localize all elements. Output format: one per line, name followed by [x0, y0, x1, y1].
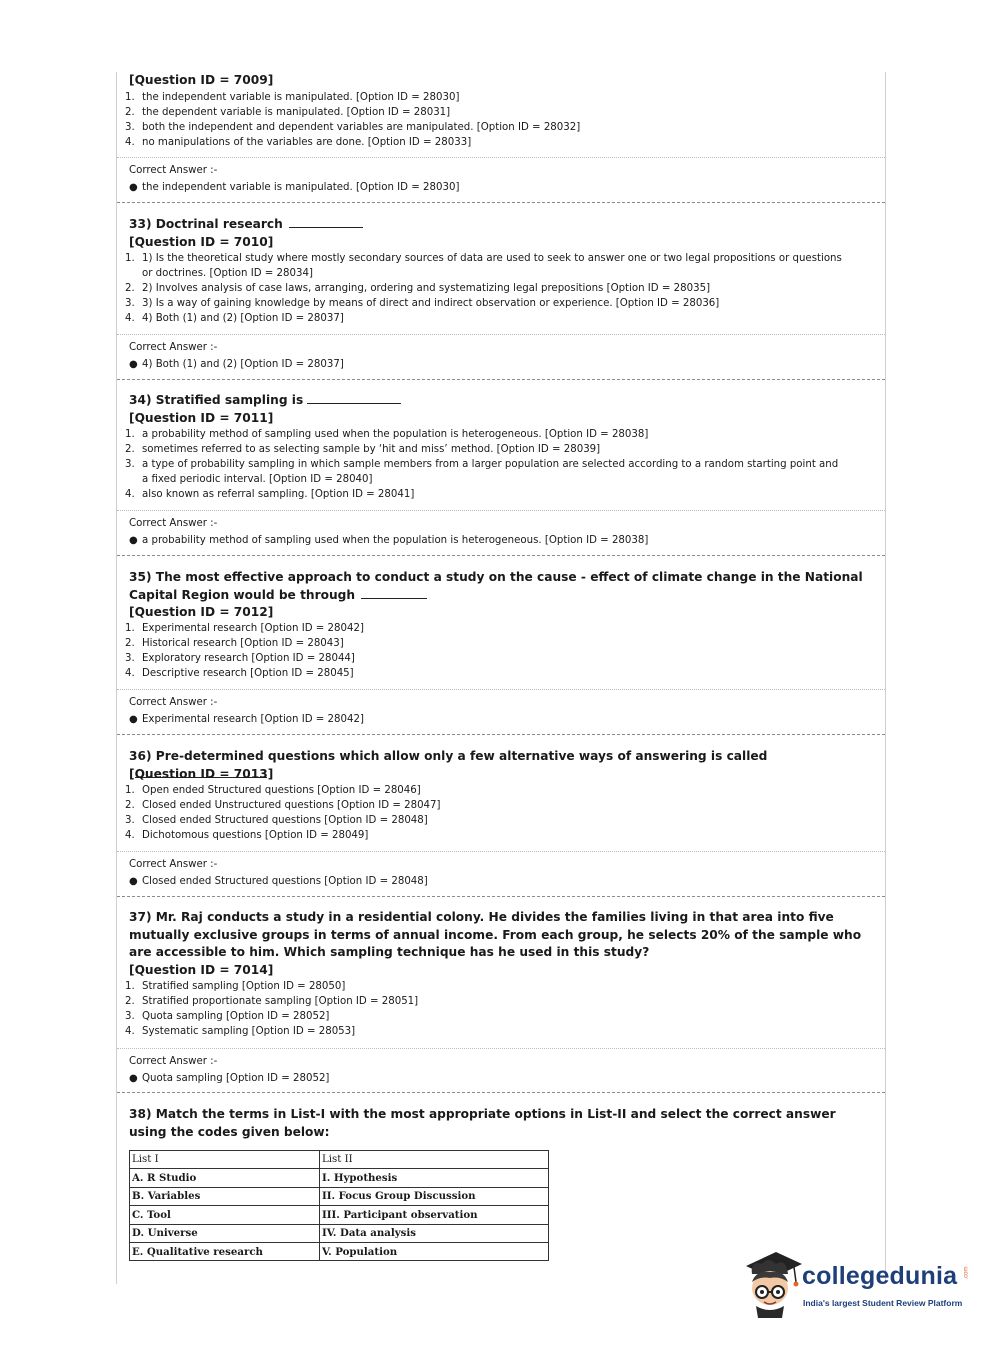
match-table — [129, 1150, 549, 1261]
table-row — [130, 1169, 549, 1187]
option-list — [125, 621, 845, 681]
divider — [117, 334, 885, 335]
table-header-row — [130, 1151, 549, 1169]
correct-answer-label: Correct Answer :- — [129, 165, 218, 176]
option-item: 2. Closed ended Unstructured questions [Option ID = 28047] — [125, 800, 441, 811]
bullet-icon: ● — [129, 535, 138, 546]
option-item: 1. the independent variable is manipulated. [Option ID = 28030] — [125, 92, 460, 103]
question-separator — [117, 1092, 885, 1093]
question-separator — [117, 202, 885, 203]
option-item: 4. no manipulations of the variables are done. [Option ID = 28033] — [125, 137, 472, 148]
option-list — [125, 783, 845, 843]
correct-answer: ● Quota sampling [Option ID = 28052] — [129, 1073, 330, 1084]
bullet-icon: ● — [129, 182, 138, 193]
table-cell: II. Focus Group Discussion — [320, 1187, 549, 1205]
question-paper-frame — [116, 72, 886, 1284]
option-item: 4. 4) Both (1) and (2) [Option ID = 28037] — [125, 313, 344, 324]
option-item: 1. a probability method of sampling used when the population is heterogeneous. [Option ID = 28038] — [125, 429, 649, 440]
correct-answer-label: Correct Answer :- — [129, 859, 218, 870]
divider — [117, 510, 885, 511]
table-header-cell: List I — [130, 1151, 320, 1169]
question-text: 36) Pre-determined questions which allow only a few alternative ways of answering is called — [129, 748, 869, 783]
question-text: 33) Doctrinal research — [129, 216, 869, 234]
option-item: 2. sometimes referred to as selecting sample by ‘hit and miss’ method. [Option ID = 28039] — [125, 444, 601, 455]
bullet-icon: ● — [129, 876, 138, 887]
correct-answer: ● Closed ended Structured questions [Option ID = 28048] — [129, 876, 428, 887]
option-item: 1. 1) Is the theoretical study where mostly secondary sources of data are used to seek to answer one or two legal propositions or questions or doctrines. [Option ID = 28034] — [125, 253, 842, 279]
option-item: 2. Historical research [Option ID = 28043] — [125, 638, 344, 649]
table-cell: D. Universe — [130, 1224, 320, 1242]
correct-answer: ● the independent variable is manipulated. [Option ID = 28030] — [129, 182, 460, 193]
question-id: [Question ID = 7014] — [129, 963, 274, 977]
logo-domain: .com — [963, 1266, 970, 1280]
question-id: [Question ID = 7009] — [129, 73, 274, 87]
correct-answer-label: Correct Answer :- — [129, 342, 218, 353]
question-text: 38) Match the terms in List-I with the most appropriate options in List-II and select the correct answer using the codes given below: — [129, 1107, 836, 1139]
option-item: 2. Stratified proportionate sampling [Option ID = 28051] — [125, 996, 419, 1007]
table-cell: E. Qualitative research — [130, 1242, 320, 1260]
collegedunia-logo[interactable] — [742, 1248, 972, 1320]
option-item: 1. Stratified sampling [Option ID = 28050] — [125, 981, 346, 992]
question-separator — [117, 379, 885, 380]
option-item: 3. Exploratory research [Option ID = 28044] — [125, 653, 355, 664]
table-header-cell: List II — [320, 1151, 549, 1169]
table-row — [130, 1242, 549, 1260]
table-cell: B. Variables — [130, 1187, 320, 1205]
option-list — [125, 427, 845, 502]
option-item: 3. a type of probability sampling in which sample members from a larger population are selected according to a random starting point and a fixed periodic interval. [Option ID = 28040] — [125, 459, 839, 485]
option-item: 4. Dichotomous questions [Option ID = 28049] — [125, 830, 369, 841]
option-list — [125, 90, 845, 150]
correct-answer: ● a probability method of sampling used when the population is heterogeneous. [Option ID = 28038] — [129, 535, 649, 546]
option-list — [125, 979, 845, 1039]
option-item: 3. Quota sampling [Option ID = 28052] — [125, 1011, 330, 1022]
logo-tagline: India's largest Student Review Platform — [803, 1298, 963, 1308]
question-id: [Question ID = 7011] — [129, 411, 274, 425]
option-item: 4. also known as referral sampling. [Option ID = 28041] — [125, 489, 415, 500]
option-item: 2. 2) Involves analysis of case laws, arranging, ordering and systematizing legal prepositions [Option ID = 28035] — [125, 283, 711, 294]
question-id: [Question ID = 7010] — [129, 235, 274, 249]
correct-answer: ● Experimental research [Option ID = 28042] — [129, 714, 364, 725]
answer-blank — [289, 217, 363, 228]
table-cell: III. Participant observation — [320, 1206, 549, 1224]
option-item: 1. Experimental research [Option ID = 28042] — [125, 623, 364, 634]
question-separator — [117, 896, 885, 897]
option-item: 3. Closed ended Structured questions [Option ID = 28048] — [125, 815, 428, 826]
option-item: 3. 3) Is a way of gaining knowledge by means of direct and indirect observation or experience. [Option ID = 28036] — [125, 298, 720, 309]
option-item: 4. Descriptive research [Option ID = 28045] — [125, 668, 354, 679]
correct-answer-label: Correct Answer :- — [129, 1056, 218, 1067]
correct-answer-label: Correct Answer :- — [129, 518, 218, 529]
mascot-icon — [742, 1248, 804, 1320]
table-row — [130, 1187, 549, 1205]
option-list — [125, 251, 845, 326]
bullet-icon: ● — [129, 359, 138, 370]
divider — [117, 1048, 885, 1049]
table-cell: C. Tool — [130, 1206, 320, 1224]
question-id: [Question ID = 7012] — [129, 605, 274, 619]
correct-answer-label: Correct Answer :- — [129, 697, 218, 708]
correct-answer: ● 4) Both (1) and (2) [Option ID = 28037] — [129, 359, 344, 370]
table-row — [130, 1206, 549, 1224]
bullet-icon: ● — [129, 714, 138, 725]
divider — [117, 689, 885, 690]
option-item: 3. both the independent and dependent variables are manipulated. [Option ID = 28032] — [125, 122, 581, 133]
question-text: 37) Mr. Raj conducts a study in a residential colony. He divides the families living in that area into five mutually exclusive groups in terms of annual income. From each group, he selects 20% of the sample who are accessible to him. Which sampling technique has he used in this study? — [129, 910, 862, 959]
answer-blank — [307, 393, 401, 404]
table-cell: V. Population — [320, 1242, 549, 1260]
question-id: [Question ID = 7013] — [129, 767, 274, 781]
question-separator — [117, 734, 885, 735]
question-separator — [117, 555, 885, 556]
question-text: 34) Stratified sampling is — [129, 392, 869, 410]
divider — [117, 851, 885, 852]
logo-wordmark: collegedunia — [802, 1262, 958, 1290]
table-cell: IV. Data analysis — [320, 1224, 549, 1242]
bullet-icon: ● — [129, 1073, 138, 1084]
option-item: 1. Open ended Structured questions [Option ID = 28046] — [125, 785, 421, 796]
option-item: 2. the dependent variable is manipulated. [Option ID = 28031] — [125, 107, 451, 118]
divider — [117, 157, 885, 158]
answer-blank — [361, 588, 427, 599]
table-cell: A. R Studio — [130, 1169, 320, 1187]
table-cell: I. Hypothesis — [320, 1169, 549, 1187]
table-row — [130, 1224, 549, 1242]
option-item: 4. Systematic sampling [Option ID = 28053] — [125, 1026, 356, 1037]
question-text: 35) The most effective approach to conduct a study on the cause - effect of climate change in the National Capital Region would be through — [129, 570, 863, 602]
